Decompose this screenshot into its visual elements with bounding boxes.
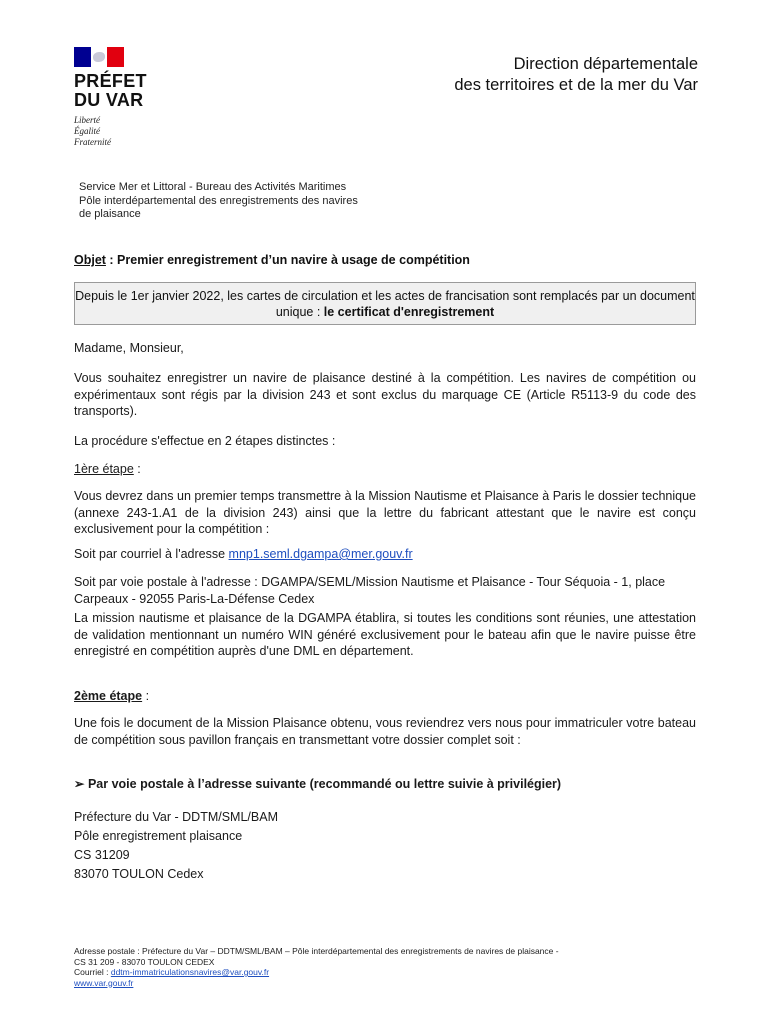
footer-courriel-prefix: Courriel :	[74, 967, 111, 977]
step1-paragraph: Vous devrez dans un premier temps transmettre à la Mission Nautisme et Plaisance à Paris le dossier technique (annexe 243-1.A1 de la division 243) ainsi que la lettre du fabricant attestant que le navire est conçu exclusivement pour la compétition :	[74, 489, 696, 536]
marianne-flag-icon	[74, 47, 124, 67]
motto-egalite: Égalité	[74, 126, 100, 136]
subject-text: : Premier enregistrement d’un navire à usage de compétition	[105, 253, 470, 267]
step1-label: 1ère étape	[74, 462, 134, 476]
email-link[interactable]: mnp1.seml.dgampa@mer.gouv.fr	[228, 547, 413, 561]
footer-email-link[interactable]: ddtm-immatriculationsnavires@var.gouv.fr	[110, 967, 270, 977]
direction-line-1: Direction départementale	[513, 55, 698, 73]
motto-liberte: Liberté	[74, 115, 100, 125]
step2-paragraph: Une fois le document de la Mission Plaisance obtenu, vous reviendrez vers nous pour immatriculer votre bateau de compétition sous pavillon français en transmettant votre dossier complet soit :	[74, 716, 696, 747]
procedure-line: La procédure s'effectue en 2 étapes distinctes :	[74, 434, 336, 448]
logo-line-2: DU VAR	[74, 90, 144, 110]
logo-title	[74, 72, 147, 110]
footer-line-2: CS 31 209 - 83070 TOULON CEDEX	[74, 956, 215, 967]
service-block	[79, 181, 358, 222]
service-line-1: Service Mer et Littoral - Bureau des Activités Maritimes	[79, 181, 347, 193]
address-line-3: CS 31209	[74, 848, 130, 862]
footer	[74, 946, 559, 988]
prefecture-address	[74, 808, 696, 884]
direction-line-2: des territoires et de la mer du Var	[454, 76, 698, 94]
mission-paragraph: La mission nautisme et plaisance de la DGAMPA établira, si toutes les conditions sont réunies, une attestation de validation mentionnant un numéro WIN généré exclusivement pour le bateau afin que le navire puisse être enregistré en compétition auprès d'une DML en département.	[74, 611, 696, 658]
service-line-3: de plaisance	[79, 208, 141, 220]
notice-text: Depuis le 1er janvier 2022, les cartes de circulation et les actes de francisation sont remplacés par un document unique :	[75, 289, 695, 319]
postal-paragraph: Soit par voie postale à l'adresse : DGAMPA/SEML/Mission Nautisme et Plaisance - Tour Séquoia - 1, place Carpeaux - 92055 Paris-La-Défense Cedex	[74, 575, 666, 606]
subject-line	[74, 253, 470, 267]
greeting: Madame, Monsieur,	[74, 341, 184, 355]
step1-heading	[74, 461, 696, 478]
step2-suffix: :	[142, 689, 150, 703]
motto-fraternite: Fraternité	[74, 137, 111, 147]
address-line-1: Préfecture du Var - DDTM/SML/BAM	[74, 810, 278, 824]
postal-bullet	[74, 776, 696, 793]
footer-courriel	[74, 967, 559, 978]
step2-label: 2ème étape	[74, 689, 143, 703]
notice-box	[74, 282, 696, 325]
step1-suffix: :	[133, 462, 141, 476]
address-line-2: Pôle enregistrement plaisance	[74, 829, 243, 843]
subject-label: Objet	[74, 253, 106, 267]
intro-paragraph: Vous souhaitez enregistrer un navire de plaisance destiné à la compétition. Les navires de compétition ou expérimentaux sont régis par la division 243 et sont exclus du marquage CE (Article R5113-9 du code des transports).	[74, 371, 696, 418]
arrow-bullet-icon: ➢	[74, 777, 85, 791]
notice-bold: le certificat d'enregistrement	[323, 305, 495, 319]
issuing-direction	[454, 54, 698, 96]
bullet-text: Par voie postale à l’adresse suivante (recommandé ou lettre suivie à privilégier)	[87, 777, 562, 791]
step2-heading	[74, 688, 696, 705]
footer-website-link[interactable]: www.var.gouv.fr	[74, 977, 134, 988]
service-line-2: Pôle interdépartemental des enregistrements des navires	[79, 194, 358, 207]
logo-motto	[74, 115, 147, 148]
footer-line-1: Adresse postale : Préfecture du Var – DDTM/SML/BAM – Pôle interdépartemental des enregistrements de navires de plaisance -	[74, 946, 559, 956]
email-prefix: Soit par courriel à l'adresse	[74, 547, 229, 561]
prefet-logo	[74, 47, 147, 148]
logo-line-1: PRÉFET	[74, 71, 147, 91]
email-line	[74, 546, 696, 563]
address-line-4: 83070 TOULON Cedex	[74, 867, 204, 881]
